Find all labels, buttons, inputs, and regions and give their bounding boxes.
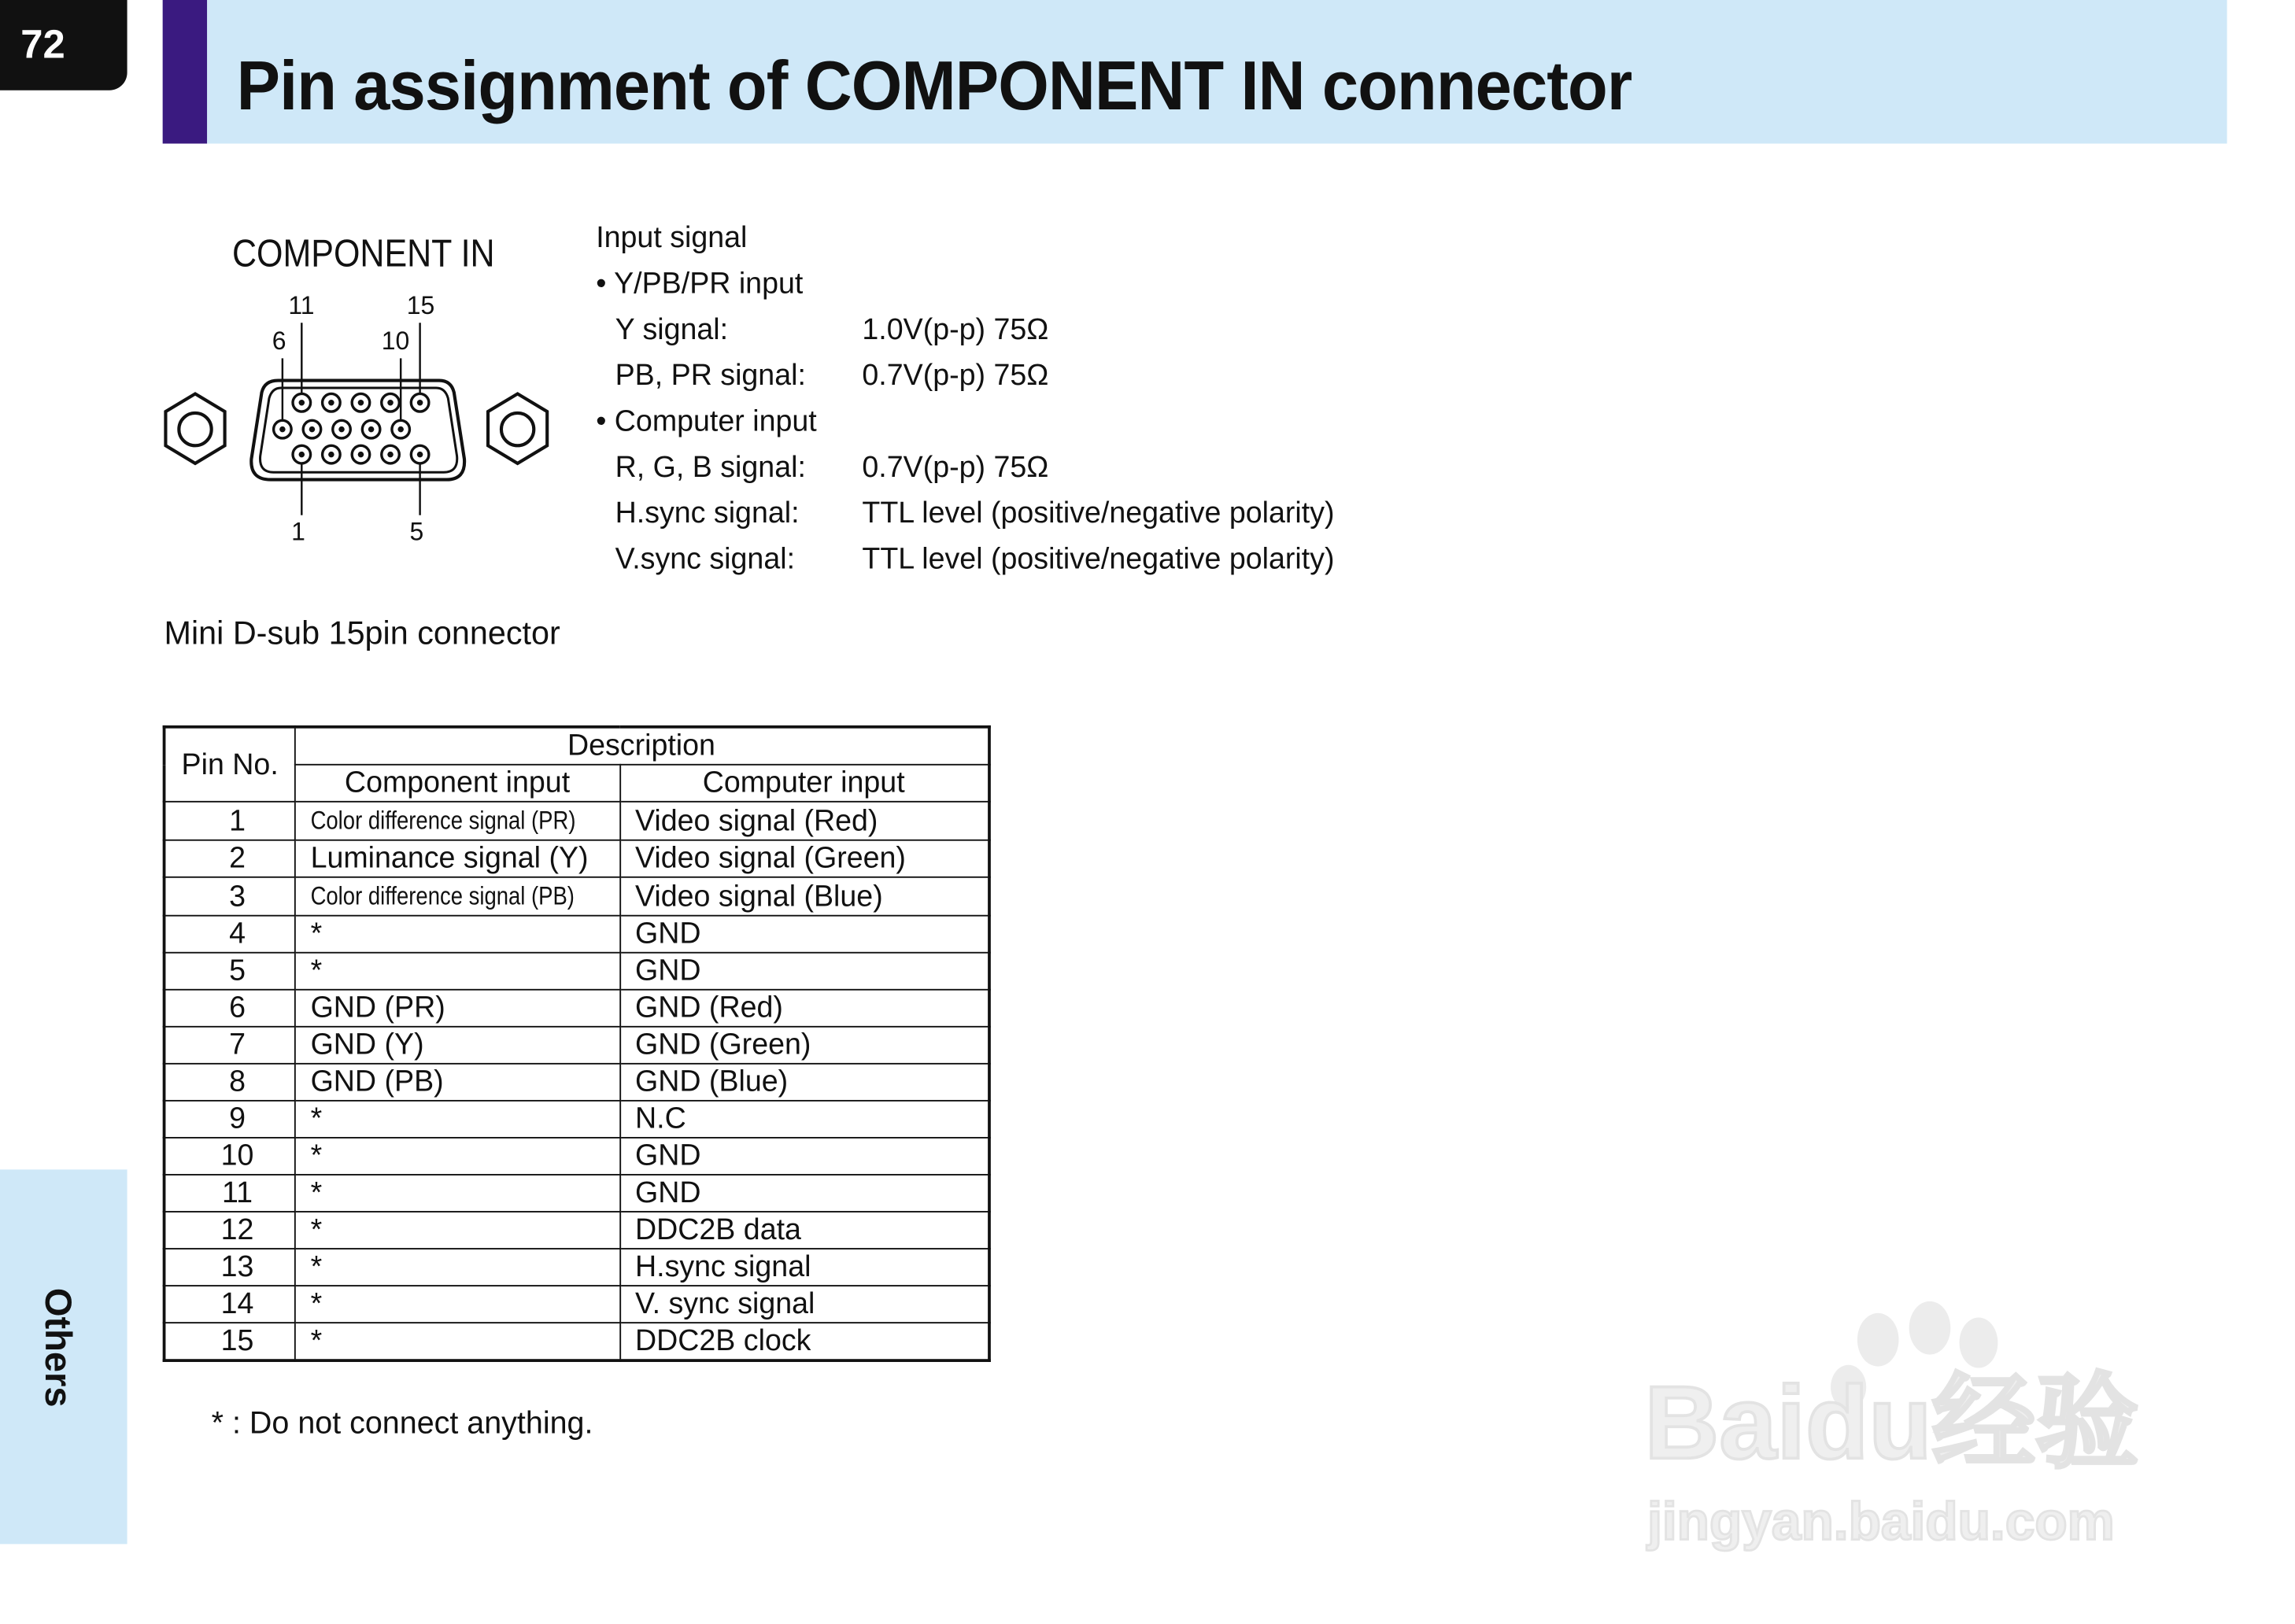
footnote: * : Do not connect anything. (211, 1406, 593, 1441)
pin-assignment-table (163, 725, 990, 1362)
computer-input-header: Computer input (619, 765, 989, 802)
component-cell: Luminance signal (Y) (295, 840, 619, 877)
table-row (164, 1138, 989, 1175)
pin-number: 1 (164, 802, 295, 840)
pin-label-10: 10 (381, 327, 410, 356)
computer-cell: GND (Blue) (619, 1064, 989, 1101)
computer-cell: DDC2B data (619, 1212, 989, 1249)
component-cell (295, 802, 619, 840)
pin-number: 11 (164, 1175, 295, 1212)
table-row (164, 990, 989, 1027)
component-cell: GND (PR) (295, 990, 619, 1027)
component-cell: * (295, 1323, 619, 1360)
pin-number: 12 (164, 1212, 295, 1249)
component-cell: GND (PB) (295, 1064, 619, 1101)
pin-number: 14 (164, 1286, 295, 1323)
component-cell: * (295, 1101, 619, 1138)
component-cell: * (295, 1175, 619, 1212)
computer-cell: H.sync signal (619, 1249, 989, 1286)
vsync-signal-label: V.sync signal: (615, 543, 796, 576)
pin-number: 4 (164, 916, 295, 953)
table-row (164, 1175, 989, 1212)
computer-cell: GND (Red) (619, 990, 989, 1027)
table-row (164, 802, 989, 840)
hsync-signal-value: TTL level (positive/negative polarity) (862, 497, 1335, 530)
pin-label-11: 11 (288, 291, 315, 320)
rgb-signal-value: 0.7V(p-p) 75Ω (862, 451, 1049, 485)
watermark-url: jingyan.baidu.com (1647, 1492, 2115, 1552)
pbpr-signal-label: PB, PR signal: (615, 360, 806, 393)
table-row (164, 1064, 989, 1101)
component-cell: GND (Y) (295, 1027, 619, 1064)
baidu-watermark-logo (1642, 1295, 2189, 1562)
y-signal-value: 1.0V(p-p) 75Ω (862, 313, 1049, 347)
component-input-heading: • Y/PB/PR input (596, 268, 804, 301)
component-cell: * (295, 916, 619, 953)
y-signal-label: Y signal: (615, 313, 729, 347)
description-header: Description (295, 727, 989, 765)
pin-number: 10 (164, 1138, 295, 1175)
pin-number: 3 (164, 877, 295, 916)
title-accent-bar (163, 0, 207, 144)
pin-number: 6 (164, 990, 295, 1027)
computer-input-heading: • Computer input (596, 405, 817, 438)
table-row (164, 877, 989, 916)
page-number: 72 (0, 0, 128, 90)
pin-label-5: 5 (409, 518, 424, 547)
pin-label-1: 1 (291, 518, 305, 547)
table-row (164, 840, 989, 877)
table-row (164, 1286, 989, 1323)
pin-label-15: 15 (406, 291, 435, 320)
connector-title: COMPONENT IN (231, 231, 495, 275)
component-cell: * (295, 1138, 619, 1175)
rgb-signal-label: R, G, B signal: (615, 451, 806, 485)
side-tab-label: Others (36, 1287, 79, 1408)
component-cell: * (295, 1212, 619, 1249)
table-row (164, 1249, 989, 1286)
computer-cell: Video signal (Green) (619, 840, 989, 877)
pin-number: 2 (164, 840, 295, 877)
table-row (164, 1323, 989, 1360)
computer-cell: GND (Green) (619, 1027, 989, 1064)
computer-cell: V. sync signal (619, 1286, 989, 1323)
computer-cell: GND (619, 1175, 989, 1212)
pin-number: 15 (164, 1323, 295, 1360)
component-cell: * (295, 1286, 619, 1323)
table-row (164, 1101, 989, 1138)
pin-number: 9 (164, 1101, 295, 1138)
hsync-signal-label: H.sync signal: (615, 497, 800, 530)
component-cell: * (295, 953, 619, 990)
pin-no-header: Pin No. (164, 727, 295, 802)
component-text: Color difference signal (PB) (310, 882, 575, 911)
table-row (164, 953, 989, 990)
table-row (164, 916, 989, 953)
component-text: Color difference signal (PR) (310, 806, 576, 836)
pin-number: 5 (164, 953, 295, 990)
computer-cell: Video signal (Red) (619, 802, 989, 840)
computer-cell: DDC2B clock (619, 1323, 989, 1360)
left-hex-nut (165, 393, 224, 463)
page-title: Pin assignment of COMPONENT IN connector (236, 46, 1632, 125)
component-cell (295, 877, 619, 916)
computer-cell: GND (619, 1138, 989, 1175)
vsync-signal-value: TTL level (positive/negative polarity) (862, 543, 1335, 576)
pin-number: 8 (164, 1064, 295, 1101)
connector-caption: Mini D-sub 15pin connector (164, 614, 560, 651)
computer-cell: N.C (619, 1101, 989, 1138)
watermark-brand: Baidu经验 (1644, 1364, 2139, 1481)
component-cell: * (295, 1249, 619, 1286)
pin-label-6: 6 (272, 327, 286, 356)
component-input-header: Component input (295, 765, 619, 802)
pbpr-signal-value: 0.7V(p-p) 75Ω (862, 360, 1049, 393)
dsub-connector-diagram (160, 323, 559, 518)
pin-number: 13 (164, 1249, 295, 1286)
input-signal-heading: Input signal (596, 222, 748, 255)
right-hex-nut (488, 393, 547, 463)
computer-cell: GND (619, 953, 989, 990)
table-row (164, 1212, 989, 1249)
computer-cell: Video signal (Blue) (619, 877, 989, 916)
pin-number: 7 (164, 1027, 295, 1064)
table-row (164, 1027, 989, 1064)
computer-cell: GND (619, 916, 989, 953)
